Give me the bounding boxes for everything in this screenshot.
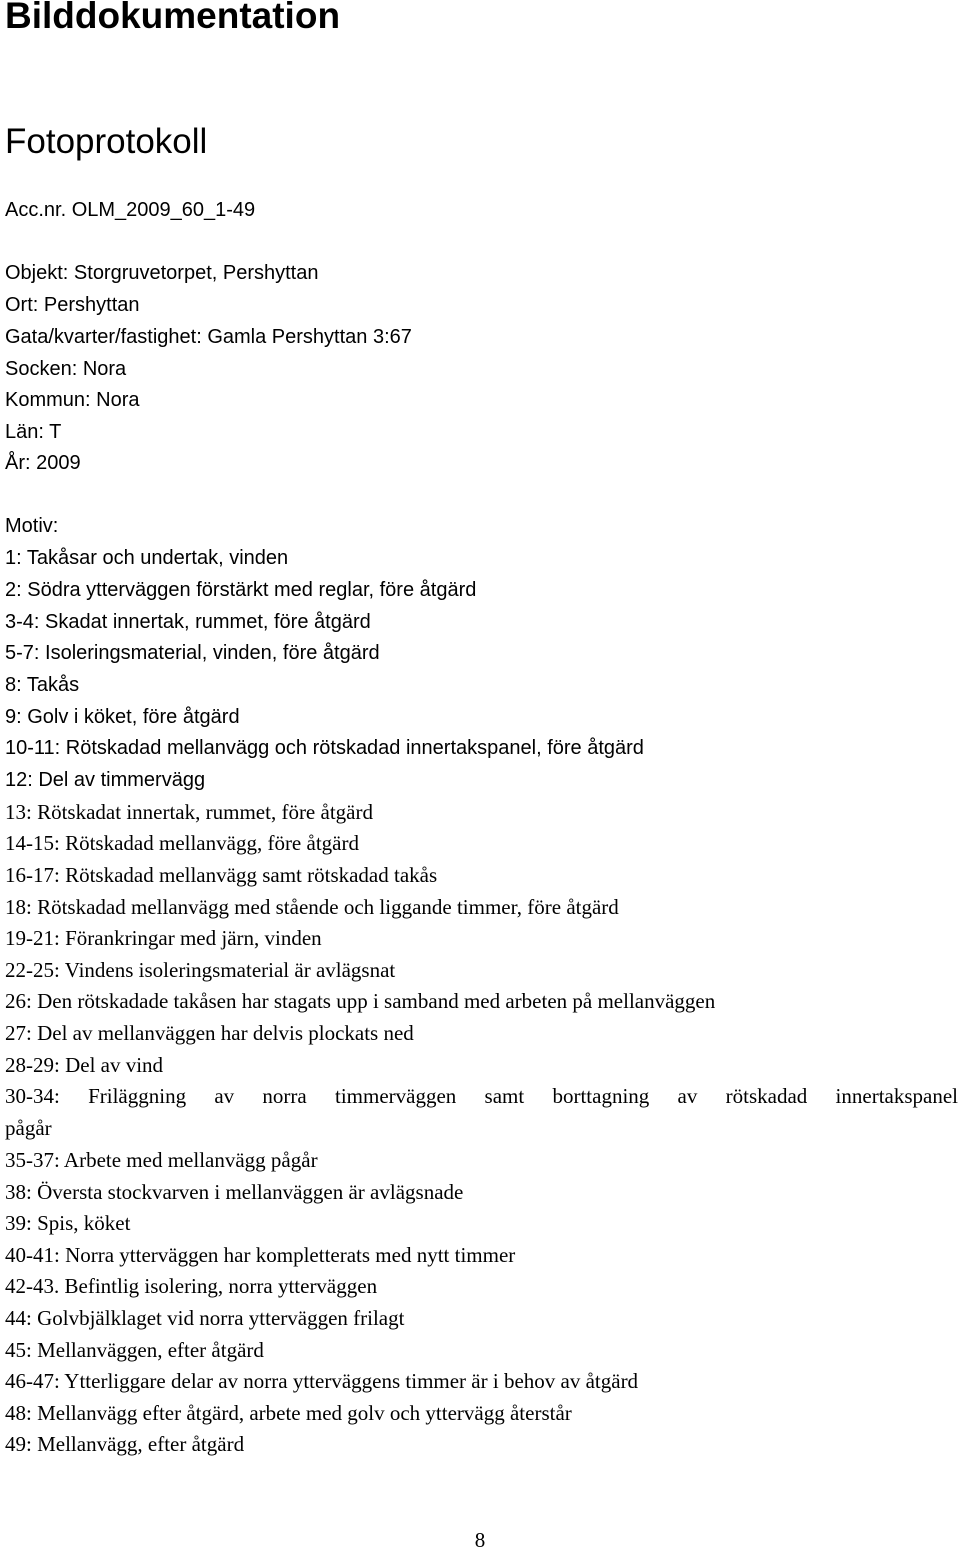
motiv-label: Motiv: (5, 515, 59, 537)
metadata-line: Gata/kvarter/fastighet: Gamla Pershyttan 3:67 (5, 326, 412, 348)
motiv-entry: 35-37: Arbete med mellanvägg pågår (5, 1148, 318, 1172)
metadata-line: År: 2009 (5, 452, 81, 474)
motiv-entry: 2: Södra ytterväggen förstärkt med reglar, före åtgärd (5, 579, 477, 601)
motiv-entry: 39: Spis, köket (5, 1211, 131, 1235)
motiv-entry: 44: Golvbjälklaget vid norra ytterväggen frilagt (5, 1306, 405, 1330)
motiv-entry: 49: Mellanvägg, efter åtgärd (5, 1432, 245, 1456)
metadata-line: Län: T (5, 421, 62, 443)
page-number: 8 (474, 1528, 486, 1552)
document-subtitle: Fotoprotokoll (5, 122, 208, 161)
motiv-entry: 10-11: Rötskadad mellanvägg och rötskadad innertakspanel, före åtgärd (5, 737, 644, 759)
motiv-entry: 40-41: Norra ytterväggen har kompletterats med nytt timmer (5, 1243, 516, 1267)
metadata-line: Kommun: Nora (5, 389, 140, 411)
motiv-entry: 8: Takås (5, 674, 80, 696)
motiv-entry: 3-4: Skadat innertak, rummet, före åtgärd (5, 611, 371, 633)
motiv-entry: 5-7: Isoleringsmaterial, vinden, före åtgärd (5, 642, 380, 664)
motiv-entry: 46-47: Ytterliggare delar av norra ytterväggens timmer är i behov av åtgärd (5, 1369, 639, 1393)
motiv-entry: 45: Mellanväggen, efter åtgärd (5, 1338, 264, 1362)
motiv-entry: 13: Rötskadat innertak, rummet, före åtgärd (5, 800, 373, 824)
motiv-entry: 42-43. Befintlig isolering, norra ytterväggen (5, 1274, 378, 1298)
metadata-line: Ort: Pershyttan (5, 294, 140, 316)
motiv-entry: 38: Översta stockvarven i mellanväggen är avlägsnade (5, 1180, 464, 1204)
motiv-entry: 19-21: Förankringar med järn, vinden (5, 926, 322, 950)
motiv-entry: 26: Den rötskadade takåsen har stagats upp i samband med arbeten på mellanväggen (5, 989, 716, 1013)
motiv-entry: 28-29: Del av vind (5, 1053, 164, 1077)
metadata-line: Socken: Nora (5, 358, 127, 380)
motiv-entry: 12: Del av timmervägg (5, 769, 206, 791)
motiv-entry: 22-25: Vindens isoleringsmaterial är avlägsnat (5, 958, 396, 982)
acc-number: Acc.nr. OLM_2009_60_1-49 (5, 199, 256, 221)
motiv-entry: 1: Takåsar och undertak, vinden (5, 547, 289, 569)
motiv-entry: 9: Golv i köket, före åtgärd (5, 706, 240, 728)
motiv-entry: 27: Del av mellanväggen har delvis plockats ned (5, 1021, 414, 1045)
motiv-entry: 48: Mellanvägg efter åtgärd, arbete med golv och yttervägg återstår (5, 1401, 572, 1425)
motiv-entry: 16-17: Rötskadad mellanvägg samt rötskadad takås (5, 863, 438, 887)
document-title: Bilddokumentation (5, 0, 341, 36)
metadata-line: Objekt: Storgruvetorpet, Pershyttan (5, 262, 319, 284)
motiv-entry-justified: 30-34: Friläggning av norra timmerväggen samt borttagning av rötskadad innertakspanel (5, 1084, 958, 1108)
motiv-entry-continuation: pågår (5, 1116, 52, 1140)
motiv-entry: 18: Rötskadad mellanvägg med stående och liggande timmer, före åtgärd (5, 895, 619, 919)
motiv-entry: 14-15: Rötskadad mellanvägg, före åtgärd (5, 831, 359, 855)
